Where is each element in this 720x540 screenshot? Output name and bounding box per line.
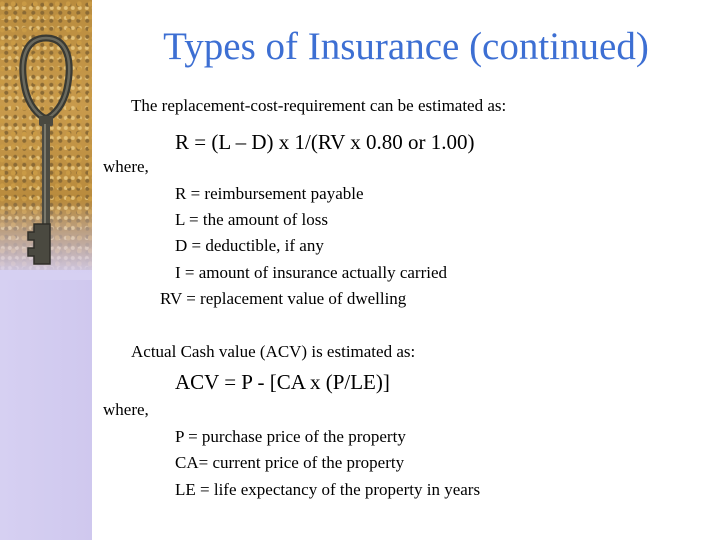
acv-intro: Actual Cash value (ACV) is estimated as:: [131, 342, 416, 361]
where-label-1: where,: [103, 157, 149, 176]
definition-p: P = purchase price of the property: [175, 427, 406, 446]
definition-r: R = reimbursement payable: [175, 184, 364, 203]
definition-l: L = the amount of loss: [175, 210, 328, 229]
antique-key-icon: [14, 28, 78, 268]
definition-rv: RV = replacement value of dwelling: [160, 289, 407, 308]
reimbursement-formula: R = (L – D) x 1/(RV x 0.80 or 1.00): [175, 130, 475, 154]
slide-title: Types of Insurance (continued): [163, 25, 649, 68]
decorative-sidebar: [0, 0, 92, 540]
acv-formula: ACV = P - [CA x (P/LE)]: [175, 370, 390, 394]
definition-ca: CA= current price of the property: [175, 453, 405, 472]
definition-le: LE = life expectancy of the property in years: [175, 480, 481, 499]
definition-d: D = deductible, if any: [175, 236, 324, 255]
replacement-cost-intro: The replacement-cost-requirement can be estimated as:: [131, 96, 507, 115]
definition-i: I = amount of insurance actually carried: [175, 263, 448, 282]
where-label-2: where,: [103, 400, 149, 419]
